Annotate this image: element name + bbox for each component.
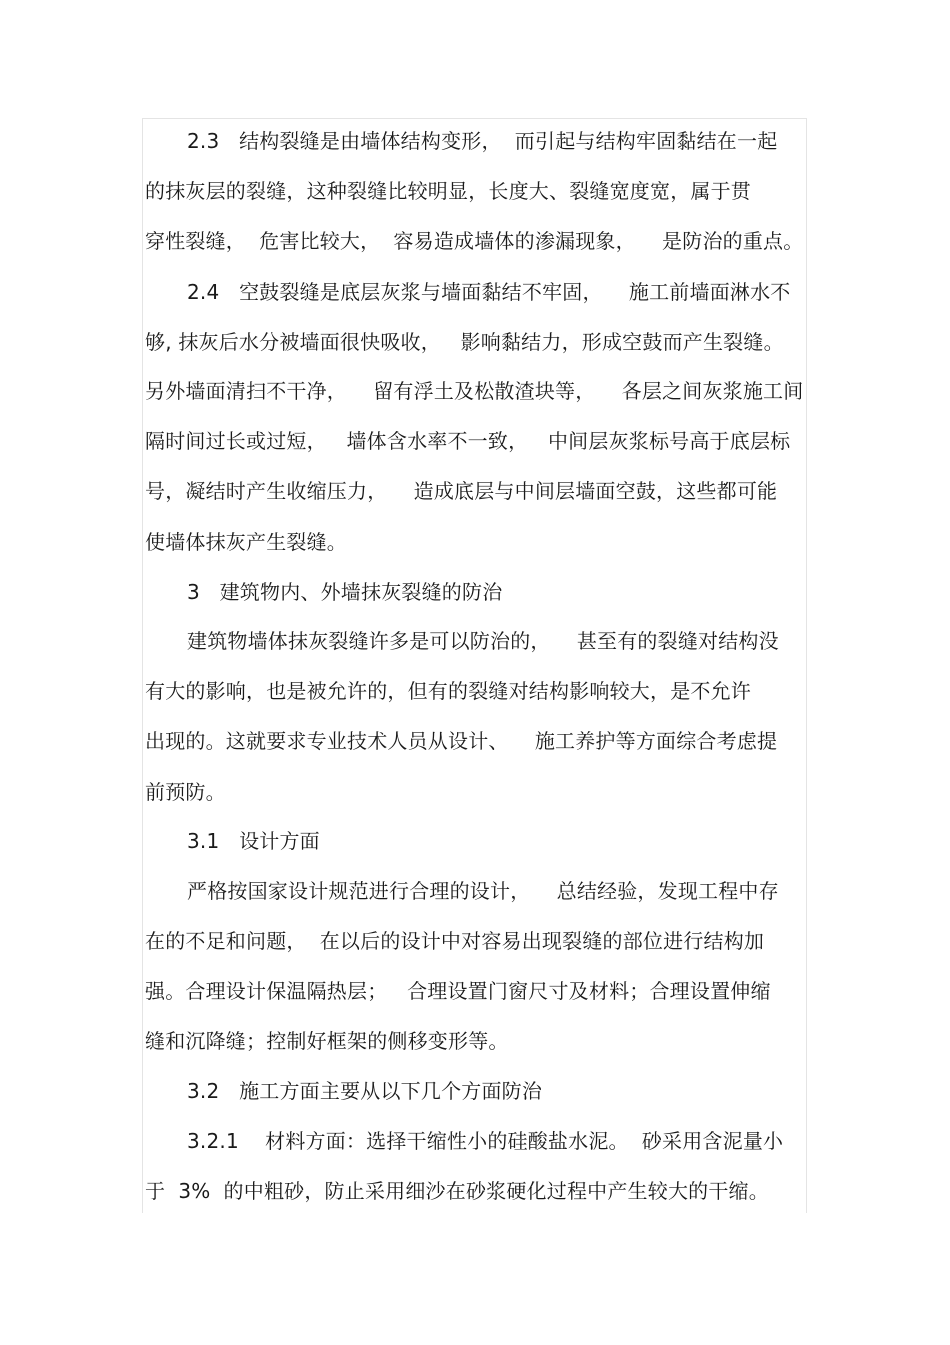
text-line: 3.2.1 材料方面：选择干缩性小的硅酸盐水泥。 砂采用含泥量小 xyxy=(187,1129,784,1153)
text-line: 号，凝结时产生收缩压力， 造成底层与中间层墙面空鼓，这些都可能 xyxy=(145,479,778,503)
section-heading: 3.2 施工方面主要从以下几个方面防治 xyxy=(187,1079,543,1103)
text-line: 缝和沉降缝；控制好框架的侧移变形等。 xyxy=(145,1029,509,1053)
text-line: 穿性裂缝， 危害比较大， 容易造成墙体的渗漏现象， 是防治的重点。 xyxy=(145,229,804,253)
text-line: 在的不足和问题， 在以后的设计中对容易出现裂缝的部位进行结构加 xyxy=(145,929,765,953)
text-line: 另外墙面清扫不干净， 留有浮土及松散渣块等， 各层之间灰浆施工间 xyxy=(145,379,804,403)
text-line: 隔时间过长或过短， 墙体含水率不一致， 中间层灰浆标号高于底层标 xyxy=(145,429,791,453)
text-line: 严格按国家设计规范进行合理的设计， 总结经验，发现工程中存 xyxy=(187,879,779,903)
text-line: 有大的影响，也是被允许的，但有的裂缝对结构影响较大，是不允许 xyxy=(145,679,751,703)
text-line: 建筑物墙体抹灰裂缝许多是可以防治的， 甚至有的裂缝对结构没 xyxy=(187,629,779,653)
text-line: 于 3% 的中粗砂，防止采用细沙在砂浆硬化过程中产生较大的干缩。 xyxy=(145,1179,769,1203)
text-line: 的抹灰层的裂缝，这种裂缝比较明显，长度大、裂缝宽度宽，属于贯 xyxy=(145,179,751,203)
text-line: 强。合理设计保温隔热层； 合理设置门窗尺寸及材料；合理设置伸缩 xyxy=(145,979,771,1003)
text-line: 2.3 结构裂缝是由墙体结构变形， 而引起与结构牢固黏结在一起 xyxy=(187,129,778,153)
text-line: 前预防。 xyxy=(145,780,226,804)
text-line: 出现的。这就要求专业技术人员从设计、 施工养护等方面综合考虑提 xyxy=(145,729,778,753)
text-line: 使墙体抹灰产生裂缝。 xyxy=(145,530,347,554)
text-line: 够, 抹灰后水分被墙面很快吸收， 影响黏结力，形成空鼓而产生裂缝。 xyxy=(145,330,784,354)
section-heading: 3.1 设计方面 xyxy=(187,829,320,853)
section-heading: 3 建筑物内、外墙抹灰裂缝的防治 xyxy=(187,580,503,604)
text-line: 2.4 空鼓裂缝是底层灰浆与墙面黏结不牢固， 施工前墙面淋水不 xyxy=(187,280,791,304)
